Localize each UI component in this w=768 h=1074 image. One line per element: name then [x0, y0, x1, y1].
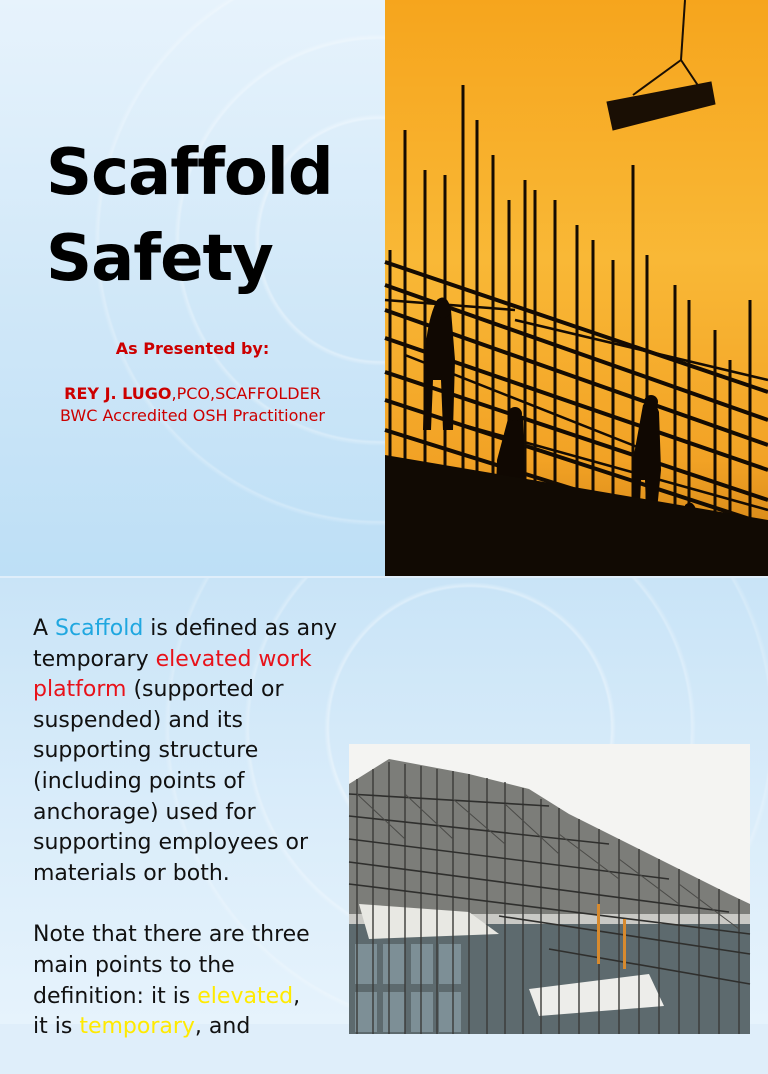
term-temporary: temporary [79, 1014, 195, 1040]
term-scaffold: Scaffold [55, 616, 144, 641]
note-paragraph [33, 920, 343, 1042]
definition-slide [0, 578, 768, 1040]
author-line [0, 383, 385, 405]
title-line-1: Scaffold [46, 136, 333, 210]
text-run: A [33, 616, 56, 641]
slide-title [46, 130, 333, 302]
text-run: is defined as any temporary [33, 616, 338, 672]
text-run: it is [33, 1014, 80, 1040]
term-elevated: elevated [197, 983, 294, 1009]
text-run: , and [194, 1014, 251, 1040]
presented-by-label: As Presented by: [115, 339, 270, 358]
term-elevated-work-platform: elevated work platform [33, 646, 312, 703]
text-run: Note that there are three main points to the definition: it is [33, 922, 310, 1009]
definition-text [33, 614, 343, 1074]
author-name: REY J. LUGO [64, 384, 172, 403]
text-run: , [293, 983, 301, 1009]
definition-paragraph [33, 614, 343, 889]
text-run: (supported or suspended) and its supporting structure (including points of anchorage) used for supporting employees or materials or both. [33, 677, 309, 886]
author-block [0, 383, 385, 427]
author-accreditation: BWC Accredited OSH Practitioner [60, 406, 325, 425]
author-credentials: ,PCO,SCAFFOLDER [171, 384, 321, 403]
building-scaffolding-photo [349, 744, 750, 1034]
scaffold-silhouette-photo [385, 0, 768, 576]
title-line-2: Safety [46, 222, 273, 296]
